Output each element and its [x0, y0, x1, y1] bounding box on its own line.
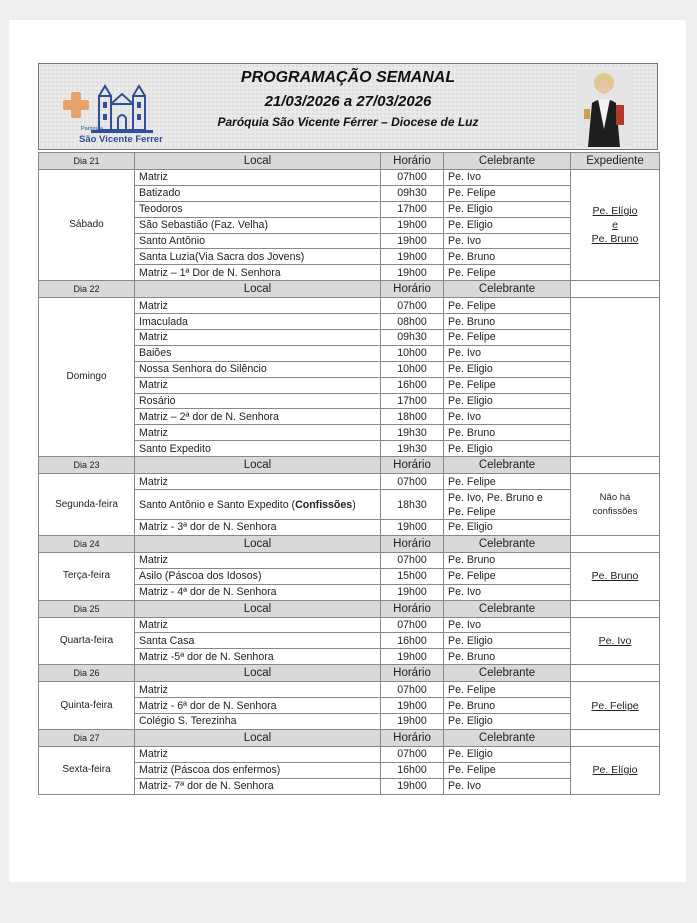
day-header-row [39, 153, 660, 170]
time-cell: 18h00 [381, 409, 444, 425]
local-cell: Matriz - 6ª dor de N. Senhora [135, 698, 381, 714]
local-cell: Matriz [135, 617, 381, 633]
column-header-empty [571, 457, 660, 474]
celebrant-cell: Pe. Ivo [444, 409, 571, 425]
expediente-line: confissões [592, 505, 638, 517]
local-cell: São Sebastião (Faz. Velha) [135, 217, 381, 233]
local-cell: Baiões [135, 345, 381, 361]
time-cell: 17h00 [381, 393, 444, 409]
celebrant-cell: Pe. Bruno [444, 698, 571, 714]
day-name: Quinta-feira [39, 682, 135, 730]
celebrant-cell: Pe. Eligio [444, 520, 571, 536]
celebrant-cell: Pe. Felipe [444, 377, 571, 393]
celebrant-line: Pe. Ivo, Pe. Bruno e [448, 491, 543, 504]
column-header: Local [135, 281, 381, 298]
day-name: Segunda-feira [39, 474, 135, 536]
day-name: Quarta-feira [39, 617, 135, 665]
local-cell: Matriz - 4ª dor de N. Senhora [135, 584, 381, 600]
time-cell: 07h00 [381, 552, 444, 568]
celebrant-cell: Pe. Ivo [444, 584, 571, 600]
column-header: Horário [381, 535, 444, 552]
time-cell: 07h00 [381, 746, 444, 762]
local-text: Santo Antônio e Santo Expedito ( [139, 498, 296, 511]
time-cell: 10h00 [381, 345, 444, 361]
local-cell: Teodoros [135, 201, 381, 217]
local-cell: Matriz – 2ª dor de N. Senhora [135, 409, 381, 425]
day-header-row [39, 281, 660, 298]
time-cell: 19h30 [381, 425, 444, 441]
document-header [38, 63, 658, 150]
column-header-empty [571, 729, 660, 746]
celebrant-cell: Pe. Bruno [444, 249, 571, 265]
saint-image [576, 69, 632, 147]
time-cell: 08h00 [381, 314, 444, 330]
celebrant-cell: Pe. Eligio [444, 393, 571, 409]
day-header-row [39, 665, 660, 682]
time-cell: 18h30 [381, 490, 444, 520]
expediente-cell [571, 474, 660, 536]
time-cell: 19h00 [381, 520, 444, 536]
celebrant-cell: Pe. Ivo [444, 170, 571, 186]
day-name: Terça-feira [39, 552, 135, 600]
celebrant-cell: Pe. Eligio [444, 217, 571, 233]
celebrant-cell [444, 490, 571, 520]
expediente-line: Pe. Bruno [591, 233, 639, 246]
day-header-row [39, 600, 660, 617]
time-cell: 07h00 [381, 682, 444, 698]
celebrant-cell: Pe. Felipe [444, 762, 571, 778]
time-cell: 19h00 [381, 649, 444, 665]
local-cell: Matriz [135, 330, 381, 346]
column-header: Celebrante [444, 665, 571, 682]
celebrant-cell: Pe. Eligio [444, 361, 571, 377]
column-header: Celebrante [444, 729, 571, 746]
celebrant-cell: Pe. Ivo [444, 233, 571, 249]
local-cell: Imaculada [135, 314, 381, 330]
column-header: Celebrante [444, 535, 571, 552]
celebrant-cell: Pe. Ivo [444, 345, 571, 361]
day-label: Dia 27 [39, 729, 135, 746]
day-label: Dia 22 [39, 281, 135, 298]
column-header: Local [135, 600, 381, 617]
column-header: Expediente [571, 153, 660, 170]
day-label: Dia 21 [39, 153, 135, 170]
local-cell: Matriz- 7ª dor de N. Senhora [135, 778, 381, 794]
time-cell: 07h00 [381, 474, 444, 490]
local-cell: Santa Casa [135, 633, 381, 649]
local-cell: Matriz [135, 170, 381, 186]
column-header-empty [571, 281, 660, 298]
column-header: Local [135, 153, 381, 170]
column-header: Celebrante [444, 457, 571, 474]
column-header: Horário [381, 281, 444, 298]
expediente-cell [571, 617, 660, 665]
column-header: Celebrante [444, 153, 571, 170]
local-cell: Matriz [135, 298, 381, 314]
schedule-table [38, 152, 660, 795]
page-title: PROGRAMAÇÃO SEMANAL [240, 69, 456, 86]
day-header-row [39, 535, 660, 552]
table-row [39, 617, 660, 633]
celebrant-cell: Pe. Eligio [444, 746, 571, 762]
celebrant-cell: Pe. Bruno [444, 314, 571, 330]
time-cell: 09h30 [381, 330, 444, 346]
column-header: Horário [381, 600, 444, 617]
celebrant-cell: Pe. Felipe [444, 568, 571, 584]
local-cell: Matriz [135, 746, 381, 762]
expediente-line: Pe. Bruno [591, 570, 639, 583]
celebrant-cell: Pe. Felipe [444, 682, 571, 698]
local-cell: Matriz [135, 425, 381, 441]
celebrant-line: Pe. Felipe [448, 505, 496, 518]
local-cell: Matriz [135, 377, 381, 393]
local-cell: Asilo (Páscoa dos Idosos) [135, 568, 381, 584]
time-cell: 19h00 [381, 584, 444, 600]
time-cell: 17h00 [381, 201, 444, 217]
column-header: Horário [381, 729, 444, 746]
day-label: Dia 24 [39, 535, 135, 552]
celebrant-cell: Pe. Bruno [444, 649, 571, 665]
expediente-line: Não há [599, 491, 631, 503]
expediente-cell [571, 170, 660, 281]
expediente-cell [571, 298, 660, 457]
celebrant-cell: Pe. Eligio [444, 633, 571, 649]
local-cell: Nossa Senhora do Silêncio [135, 361, 381, 377]
expediente-cell [571, 552, 660, 600]
time-cell: 19h00 [381, 233, 444, 249]
expediente-line: Pe. Elígio [592, 764, 638, 777]
logo-small-text: Paróquia [81, 126, 104, 132]
table-row [39, 298, 660, 314]
time-cell: 15h00 [381, 568, 444, 584]
day-label: Dia 23 [39, 457, 135, 474]
day-header-row [39, 729, 660, 746]
table-row [39, 474, 660, 490]
celebrant-cell: Pe. Felipe [444, 185, 571, 201]
column-header: Celebrante [444, 281, 571, 298]
local-cell: Santo Antônio [135, 233, 381, 249]
local-text-end: ) [352, 498, 356, 511]
celebrant-cell: Pe. Ivo [444, 778, 571, 794]
logo-caption: São Vicente Ferrer [79, 134, 163, 145]
expediente-line: Pe. Ivo [598, 634, 632, 647]
local-cell: Matriz -5ª dor de N. Senhora [135, 649, 381, 665]
time-cell: 19h00 [381, 714, 444, 730]
expediente-cell [571, 682, 660, 730]
celebrant-cell: Pe. Felipe [444, 265, 571, 281]
column-header: Horário [381, 457, 444, 474]
local-cell: Matriz [135, 682, 381, 698]
celebrant-cell: Pe. Eligio [444, 714, 571, 730]
celebrant-cell: Pe. Eligio [444, 201, 571, 217]
day-name: Domingo [39, 298, 135, 457]
day-name: Sábado [39, 170, 135, 281]
local-cell: Matriz (Páscoa dos enfermos) [135, 762, 381, 778]
column-header-empty [571, 665, 660, 682]
time-cell: 07h00 [381, 170, 444, 186]
local-cell: Rosário [135, 393, 381, 409]
table-row [39, 552, 660, 568]
day-label: Dia 26 [39, 665, 135, 682]
time-cell: 19h30 [381, 441, 444, 457]
date-range: 21/03/2026 a 27/03/2026 [264, 93, 432, 110]
time-cell: 19h00 [381, 217, 444, 233]
time-cell: 16h00 [381, 377, 444, 393]
celebrant-cell: Pe. Felipe [444, 298, 571, 314]
time-cell: 19h00 [381, 249, 444, 265]
expediente-cell [571, 746, 660, 794]
table-row [39, 170, 660, 186]
time-cell: 16h00 [381, 762, 444, 778]
expediente-line: e [612, 219, 618, 232]
local-text-bold: Confissões [295, 498, 353, 511]
column-header: Horário [381, 665, 444, 682]
time-cell: 19h00 [381, 778, 444, 794]
local-cell: Matriz [135, 474, 381, 490]
local-cell: Santo Expedito [135, 441, 381, 457]
column-header: Local [135, 665, 381, 682]
time-cell: 19h00 [381, 698, 444, 714]
column-header: Celebrante [444, 600, 571, 617]
celebrant-cell: Pe. Ivo [444, 617, 571, 633]
column-header: Horário [381, 153, 444, 170]
celebrant-cell: Pe. Felipe [444, 330, 571, 346]
day-label: Dia 25 [39, 600, 135, 617]
column-header: Local [135, 535, 381, 552]
day-name: Sexta-feira [39, 746, 135, 794]
column-header: Local [135, 729, 381, 746]
time-cell: 16h00 [381, 633, 444, 649]
local-cell: Colégio S. Terezinha [135, 714, 381, 730]
local-cell: Matriz [135, 552, 381, 568]
table-row [39, 682, 660, 698]
celebrant-cell: Pe. Bruno [444, 552, 571, 568]
column-header-empty [571, 535, 660, 552]
time-cell: 19h00 [381, 265, 444, 281]
celebrant-cell: Pe. Eligio [444, 441, 571, 457]
local-cell: Batizado [135, 185, 381, 201]
parish-subtitle: Paróquia São Vicente Férrer – Diocese de Luz [217, 115, 479, 129]
time-cell: 09h30 [381, 185, 444, 201]
time-cell: 10h00 [381, 361, 444, 377]
celebrant-cell: Pe. Bruno [444, 425, 571, 441]
expediente-line: Pe. Felipe [591, 699, 639, 712]
local-cell: Matriz - 3ª dor de N. Senhora [135, 520, 381, 536]
column-header: Local [135, 457, 381, 474]
local-cell [135, 490, 381, 520]
celebrant-cell: Pe. Felipe [444, 474, 571, 490]
local-cell: Santa Luzia(Via Sacra dos Jovens) [135, 249, 381, 265]
local-cell: Matriz – 1ª Dor de N. Senhora [135, 265, 381, 281]
day-header-row [39, 457, 660, 474]
time-cell: 07h00 [381, 617, 444, 633]
time-cell: 07h00 [381, 298, 444, 314]
column-header-empty [571, 600, 660, 617]
expediente-line: Pe. Elígio [592, 205, 638, 218]
table-row [39, 746, 660, 762]
